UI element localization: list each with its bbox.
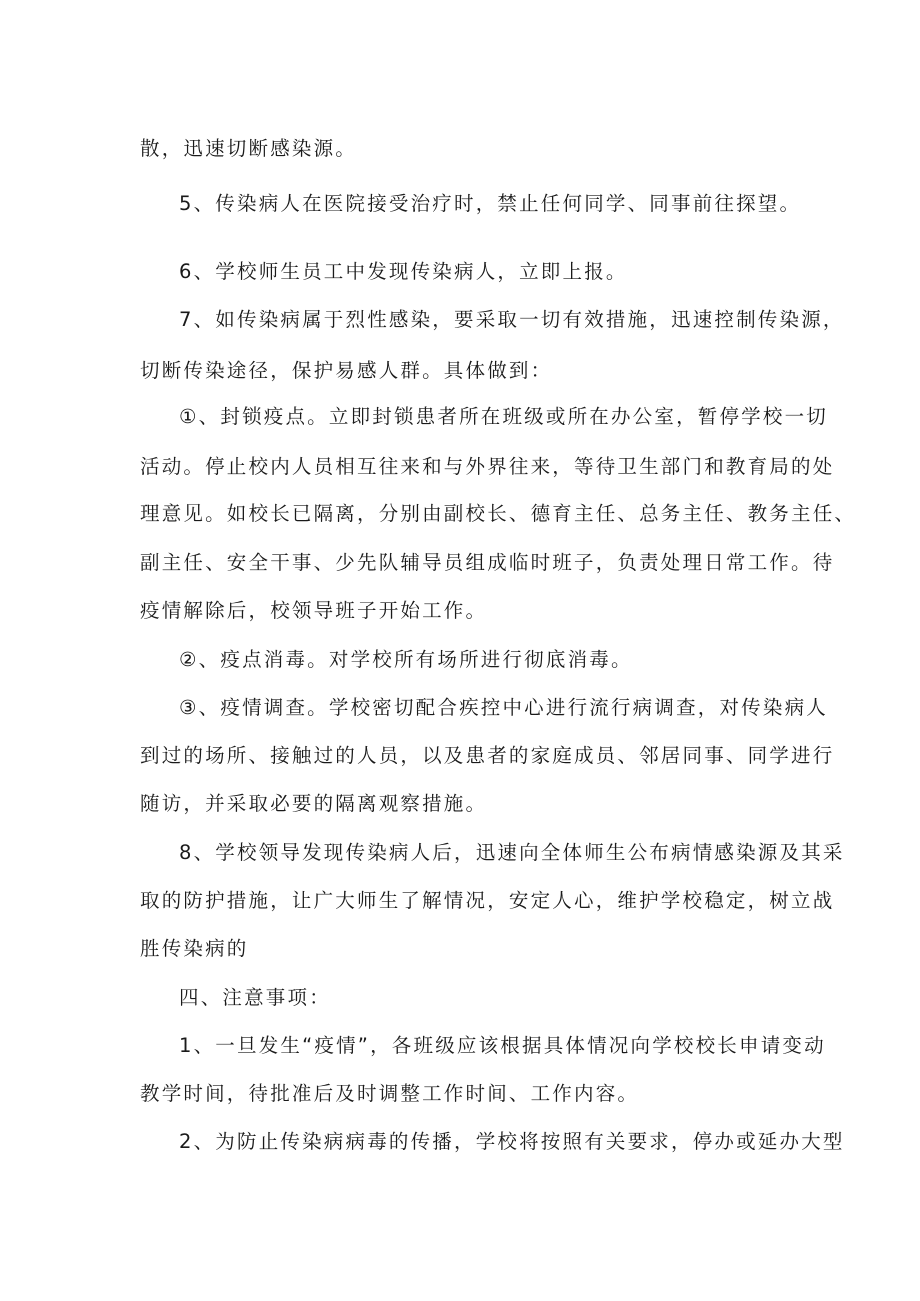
text-line: ③、疫情调查。学校密切配合疾控中心进行流行病调查，对传染病人	[179, 696, 828, 719]
text-line: 到过的场所、接触过的人员，以及患者的家庭成员、邻居同事、同学进行	[140, 744, 835, 767]
text-line: 7、如传染病属于烈性感染，要采取一切有效措施，迅速控制传染源，	[179, 308, 845, 331]
text-line: 切断传染途径，保护易感人群。具体做到：	[140, 359, 553, 382]
text-line: ①、封锁疫点。立即封锁患者所在班级或所在办公室，暂停学校一切	[179, 405, 828, 428]
text-line: 2、为防止传染病病毒的传播，学校将按照有关要求，停办或延办大型	[179, 1130, 845, 1153]
text-line: 散，迅速切断感染源。	[140, 137, 358, 160]
text-line: ②、疫点消毒。对学校所有场所进行彻底消毒。	[179, 648, 633, 671]
section-heading: 四、注意事项：	[179, 986, 331, 1009]
text-line: 1、一旦发生“疫情”，各班级应该根据具体情况向学校校长申请变动	[179, 1034, 826, 1057]
text-line: 随访，并采取必要的隔离观察措施。	[140, 792, 488, 815]
text-line: 教学时间，待批准后及时调整工作时间、工作内容。	[140, 1082, 640, 1105]
text-line: 副主任、安全干事、少先队辅导员组成临时班子，负责处理日常工作。待	[140, 551, 835, 574]
text-line: 理意见。如校长已隔离，分别由副校长、德育主任、总务主任、教务主任、	[140, 502, 857, 525]
text-line: 疫情解除后，校领导班子开始工作。	[140, 599, 488, 622]
text-line: 胜传染病的	[140, 937, 249, 960]
text-line: 活动。停止校内人员相互往来和与外界往来，等待卫生部门和教育局的处	[140, 455, 835, 478]
text-line: 5、传染病人在医院接受治疗时，禁止任何同学、同事前往探望。	[179, 192, 802, 215]
text-line: 6、学校师生员工中发现传染病人，立即上报。	[179, 260, 628, 283]
text-line: 取的防护措施，让广大师生了解情况，安定人心，维护学校稳定，树立战	[140, 889, 835, 912]
text-line: 8、学校领导发现传染病人后，迅速向全体师生公布病情感染源及其采	[179, 841, 845, 864]
